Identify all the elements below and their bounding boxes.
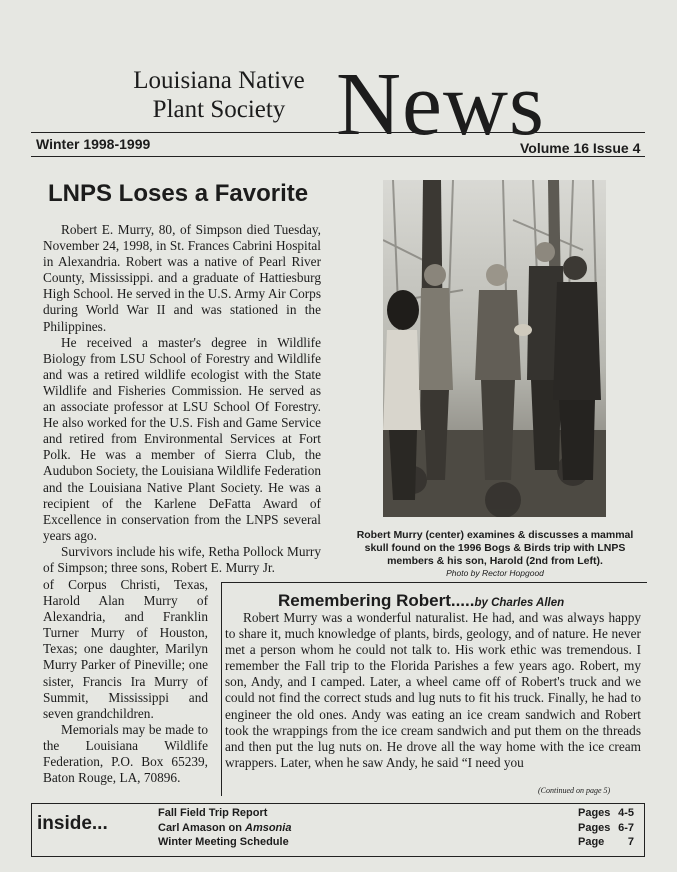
- remembering-title: [278, 591, 564, 611]
- pages-value: 7: [627, 836, 634, 848]
- article-paragraph: Robert E. Murry, 80, of Simpson died Tuesday, November 24, 1998, in St. Frances Cabrini Hospital in Alexandria. Robert was a native of Pearl River County, Mississippi. and a graduate of Hattiesburg High School. He served in the U.S. Army Air Corps during World War II and was stationed in the Philippines.: [43, 222, 321, 334]
- inside-page-ref: [578, 821, 634, 836]
- inside-item-title: Fall Field Trip Report: [158, 807, 268, 819]
- article-paragraph: Memorials may be made to the Louisiana Wildlife Federation, P.O. Box 65239, Baton Rouge, LA, 70896.: [43, 721, 208, 786]
- photo-caption: Robert Murry (center) examines & discusses a mammal skull found on the 1996 Bogs & Birds trip with LNPS members & his son, Harold (2nd from Left).: [356, 529, 634, 567]
- photo-credit: Photo by Rector Hopgood: [446, 568, 544, 578]
- pages-value: 4-5: [618, 807, 634, 819]
- article-paragraph: of Corpus Christi, Texas, Harold Alan Murry of Alexandria, and Franklin Turner Murry of Houston, Texas; one daughter, Marilyn Murry Parker of Pineville; one sister, Francis Ira Murry of Summit, Mississippi and seven grandchildren.: [43, 577, 208, 721]
- article-column-1: [43, 222, 321, 576]
- inside-label: inside...: [37, 813, 108, 834]
- pages-label: Pages: [578, 821, 611, 834]
- inside-item-title-italic: Amsonia: [245, 821, 292, 834]
- issue-date: Winter 1998-1999: [36, 136, 151, 152]
- inside-pages: [578, 806, 634, 850]
- inside-item-title: Carl Amason on: [158, 821, 245, 834]
- article-headline: LNPS Loses a Favorite: [48, 180, 309, 207]
- inside-item-title: Winter Meeting Schedule: [158, 836, 289, 848]
- remembering-body: [225, 610, 641, 771]
- volume-issue: Volume 16 Issue 4: [520, 140, 641, 156]
- continued-note: (Continued on page 5): [538, 786, 611, 795]
- article-paragraph: Survivors include his wife, Retha Pollock Murry of Simpson; three sons, Robert E. Murry Jr.: [43, 543, 321, 575]
- article-column-2: [43, 577, 208, 786]
- inside-item: [158, 806, 291, 821]
- inside-contents: [158, 806, 291, 850]
- masthead-rule-top: [31, 132, 645, 133]
- pages-label: Pages: [578, 807, 611, 819]
- masthead-title: News: [336, 55, 545, 154]
- inside-box: [31, 803, 645, 857]
- organization-name: [104, 66, 334, 124]
- org-line-2: Plant Society: [152, 96, 286, 123]
- remembering-heading: Remembering Robert.....: [278, 591, 475, 610]
- inside-item: [158, 821, 291, 836]
- inside-page-ref: [578, 835, 634, 850]
- remembering-paragraph: Robert Murry was a wonderful naturalist. He had, and was always happy to share it, much knowledge of plants, birds, geology, and of nature. He never met a person whom he could not talk to. His work ethic was tremendous. I remember the Fall trip to the Florida Parishes a few years ago. Robert, my son, Andy, and I camped. Later, a wheel came off of Robert's truck and we could not find the correct studs and lug nuts to fit his truck. Finally, he had to engineer the old ones. Andy was eating an ice cream sandwich and Robert took the wrappings from the ice cream sandwich and put them on the threads and then put the lug nuts on. He drove all the way home with the ice cream wrappers. Later, when he saw Andy, he said “I need you: [225, 610, 641, 770]
- inside-item: [158, 835, 291, 850]
- remembering-byline: by Charles Allen: [474, 597, 565, 609]
- article-paragraph: He received a master's degree in Wildlife Biology from LSU School of Forestry and Wildlife and was a retired wildlife ecologist with the State Wildlife and Fisheries Commission. He served as an associate professor at LSU School Of Forestry. He also worked for the U.S. Fish and Game Service and retired from Environmental Services at Fort Polk. He was a member of Sierra Club, the Audubon Society, the Louisiana Wildlife Federation and the Louisiana Native Plant Society. He was a recipient of the Karlene DeFatta Award of Excellence in conservation from the LNPS several years ago.: [43, 334, 321, 543]
- inside-page-ref: [578, 806, 634, 821]
- photo-illustration: [383, 180, 606, 517]
- field-trip-photo: [383, 180, 606, 517]
- org-line-1: Louisiana Native: [133, 67, 305, 94]
- pages-label: Page: [578, 836, 605, 848]
- pages-value: 6-7: [618, 821, 634, 834]
- masthead-rule-bottom: [31, 156, 645, 157]
